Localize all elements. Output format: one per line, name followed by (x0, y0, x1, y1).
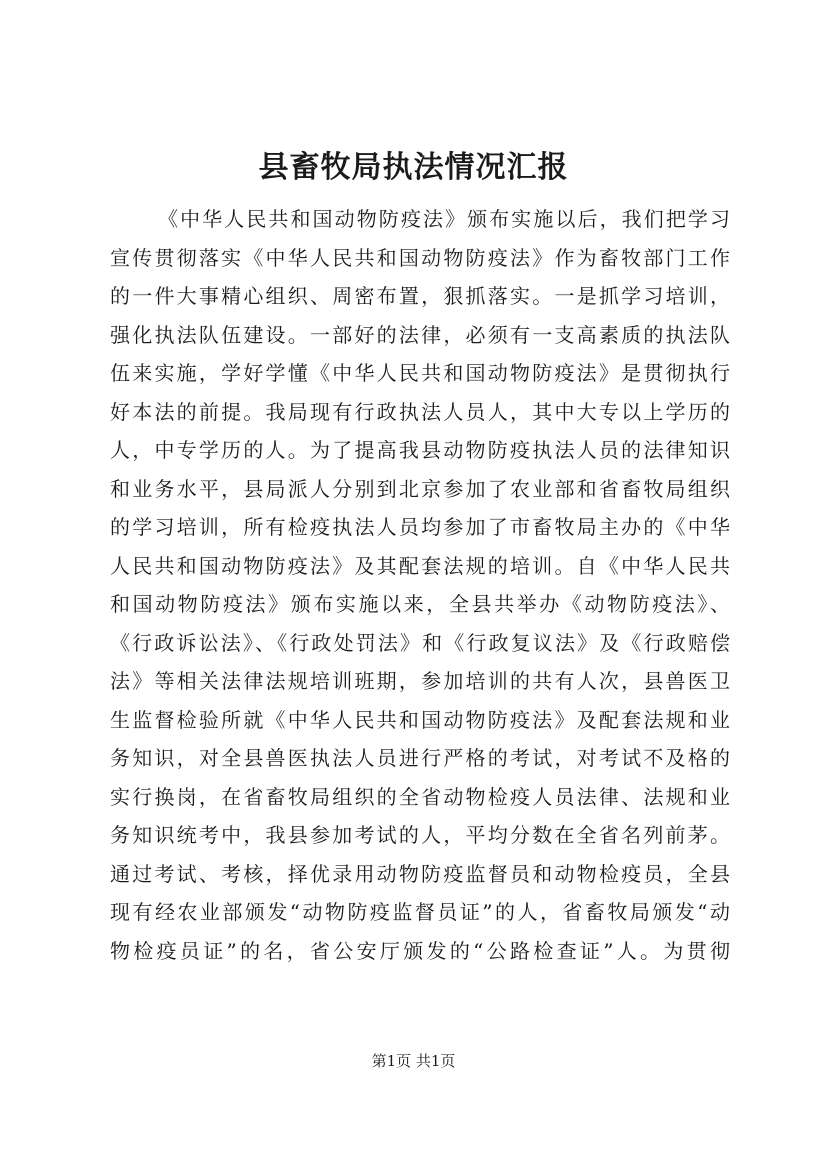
body-line: 通过考试、考核，择优录用动物防疫监督员和动物检疫员，全县 (110, 861, 730, 886)
body-line: 强化执法队伍建设。一部好的法律，必须有一支高素质的执法队 (110, 322, 730, 347)
document-title: 县畜牧局执法情况汇报 (258, 150, 569, 185)
body-line: 务知识，对全县兽医执法人员进行严格的考试，对考试不及格的 (110, 746, 730, 770)
body-line: 《行政诉讼法》、《行政处罚法》和《行政复议法》及《行政赔偿 (110, 630, 730, 655)
body-line: 实行换岗，在省畜牧局组织的全省动物检疫人员法律、法规和业 (110, 784, 730, 809)
body-line: 的学习培训，所有检疫执法人员均参加了市畜牧局主办的《中华 (110, 515, 730, 539)
body-line: 现有经农业部颁发“动物防疫监督员证”的人，省畜牧局颁发“动 (110, 900, 730, 924)
body-line: 人民共和国动物防疫法》及其配套法规的培训。自《中华人民共 (110, 553, 730, 578)
document-body (110, 200, 730, 970)
body-line: 伍来实施，学好学懂《中华人民共和国动物防疫法》是贯彻执行 (110, 361, 730, 385)
body-line: 和国动物防疫法》颁布实施以来，全县共举办《动物防疫法》、 (110, 592, 730, 616)
body-line: 生监督检验所就《中华人民共和国动物防疫法》及配套法规和业 (110, 707, 730, 732)
body-line: 务知识统考中，我县参加考试的人，平均分数在全省名列前茅。 (110, 823, 730, 847)
body-line: 物检疫员证”的名，省公安厅颁发的“公路检查证”人。为贯彻 (110, 938, 730, 963)
body-line: 的一件大事精心组织、周密布置，狠抓落实。一是抓学习培训， (110, 284, 730, 308)
body-line: 好本法的前提。我局现有行政执法人员人，其中大专以上学历的 (110, 399, 730, 424)
body-line: 和业务水平，县局派人分别到北京参加了农业部和省畜牧局组织 (110, 476, 730, 501)
body-line: 人，中专学历的人。为了提高我县动物防疫执法人员的法律知识 (110, 438, 730, 462)
body-line: 《中华人民共和国动物防疫法》颁布实施以后，我们把学习 (158, 207, 730, 231)
body-line: 宣传贯彻落实《中华人民共和国动物防疫法》作为畜牧部门工作 (110, 245, 730, 270)
page-footer: 第1页 共1页 (371, 1052, 456, 1070)
body-line: 法》等相关法律法规培训班期，参加培训的共有人次，县兽医卫 (110, 669, 730, 693)
